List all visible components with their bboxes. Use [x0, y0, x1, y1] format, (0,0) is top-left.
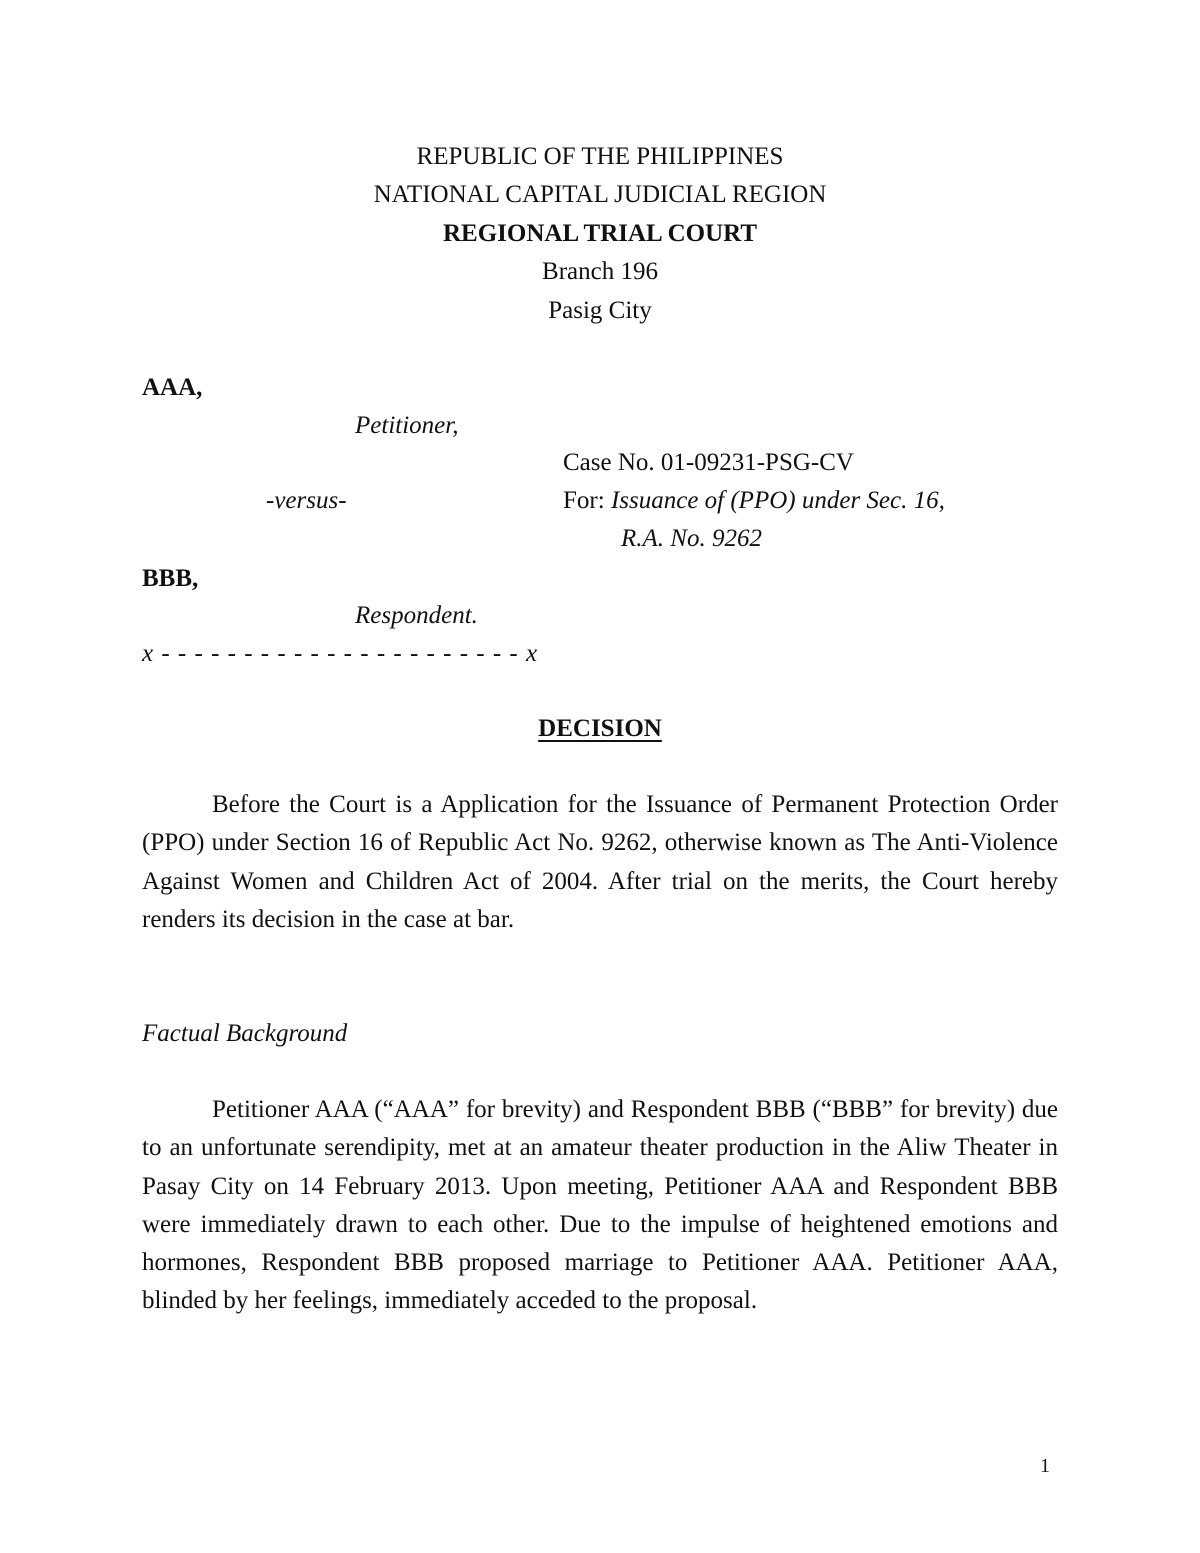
header-court: REGIONAL TRIAL COURT: [442, 220, 757, 247]
header-city: Pasig City: [548, 297, 652, 324]
for-text: Issuance of (PPO) under Sec. 16,: [610, 487, 945, 514]
for-label: For:: [563, 487, 605, 514]
petitioner-name: AAA,: [142, 374, 203, 401]
petitioner-role: Petitioner,: [355, 412, 459, 439]
case-subject: [563, 482, 945, 520]
case-number: Case No. 01-09231-PSG-CV: [563, 449, 854, 476]
versus-label: -versus-: [266, 487, 347, 514]
respondent-name: BBB,: [142, 565, 199, 592]
decision-title: DECISION: [538, 715, 662, 742]
decision-title-wrap: [0, 710, 1200, 748]
header-republic: REPUBLIC OF THE PHILIPPINES: [416, 143, 784, 170]
paragraph-intro: Before the Court is a Application for the Issuance of Permanent Protection Order (PPO) under Section 16 of Republic Act No. 9262, otherwise known as The Anti-Violence Against Women and Children Act of 2004. After trial on the merits, the Court hereby renders its decision in the case at bar.: [142, 791, 1058, 933]
section-heading: Factual Background: [142, 1020, 348, 1047]
header-region: NATIONAL CAPITAL JUDICIAL REGION: [373, 181, 827, 208]
respondent-role: Respondent.: [355, 602, 478, 629]
caption-separator: x - - - - - - - - - - - - - - - - - - - - - - x: [142, 640, 539, 667]
header-branch: Branch 196: [542, 258, 658, 285]
page-number: 1: [1040, 1455, 1050, 1477]
paragraph-factual: Petitioner AAA (“AAA” for brevity) and Respondent BBB (“BBB” for brevity) due to an unfortunate serendipity, met at an amateur theater production in the Aliw Theater in Pasay City on 14 February 2013. Upon meeting, Petitioner AAA and Respondent BBB were immediately drawn to each other. Due to the impulse of heightened emotions and hormones, Respondent BBB proposed marriage to Petitioner AAA. Petitioner AAA, blinded by her feelings, immediately acceded to the proposal.: [142, 1096, 1058, 1315]
case-subject-law: R.A. No. 9262: [621, 525, 762, 552]
